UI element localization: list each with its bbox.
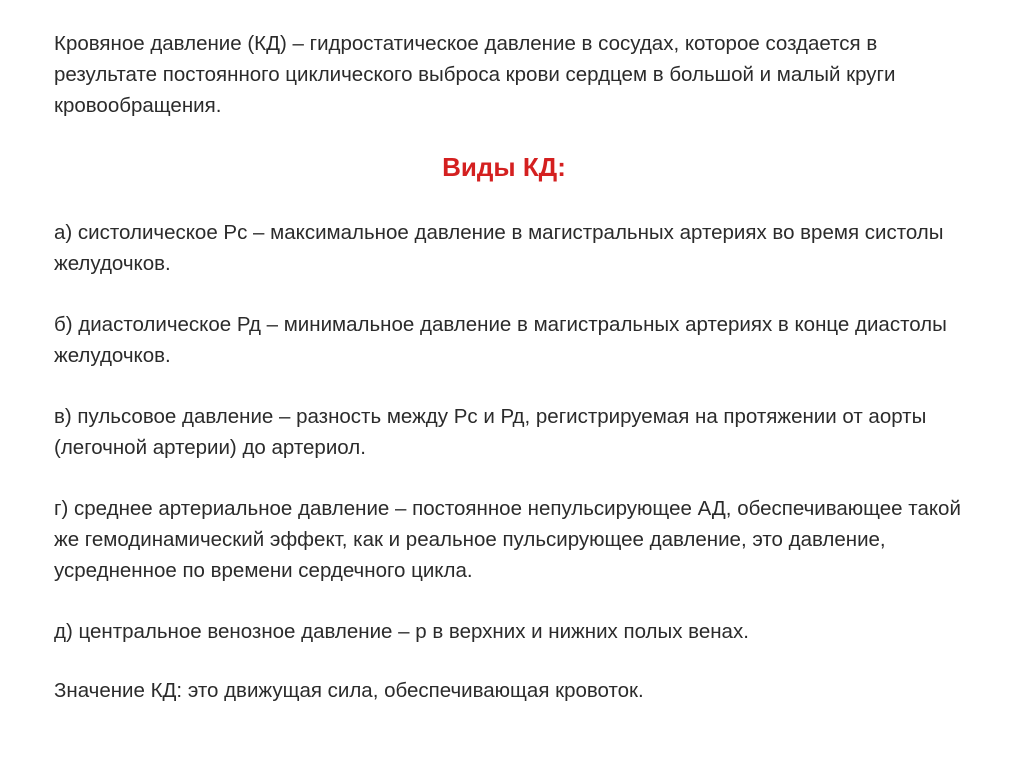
conclusion-paragraph: Значение КД: это движущая сила, обеспечивающая кровоток.	[54, 679, 644, 702]
section-heading: Виды КД:	[442, 152, 566, 182]
list-item-central-venous: д) центральное венозное давление – р в верхних и нижних полых венах.	[54, 620, 749, 643]
list-item-systolic: а) систолическое Рс – максимальное давление в магистральных артериях во время систолы желудочков.	[54, 221, 944, 275]
list-item-mean-arterial: г) среднее артериальное давление – постоянное непульсирующее АД, обеспечивающее такой же гемодинамический эффект, как и реальное пульсирующее давление, это давление, усредненное по времени сердечного цикла.	[54, 497, 961, 582]
list-item-pulse: в) пульсовое давление – разность между Рс и Рд, регистрируемая на протяжении от аорты (легочной артерии) до артериол.	[54, 405, 927, 459]
slide-content	[54, 28, 984, 706]
intro-paragraph: Кровяное давление (КД) – гидростатическое давление в сосудах, которое создается в результате постоянного циклического выброса крови сердцем в большой и малый круги кровообращения.	[54, 32, 896, 117]
list-item-diastolic: б) диастолическое Рд – минимальное давление в магистральных артериях в конце диастолы желудочков.	[54, 313, 947, 367]
